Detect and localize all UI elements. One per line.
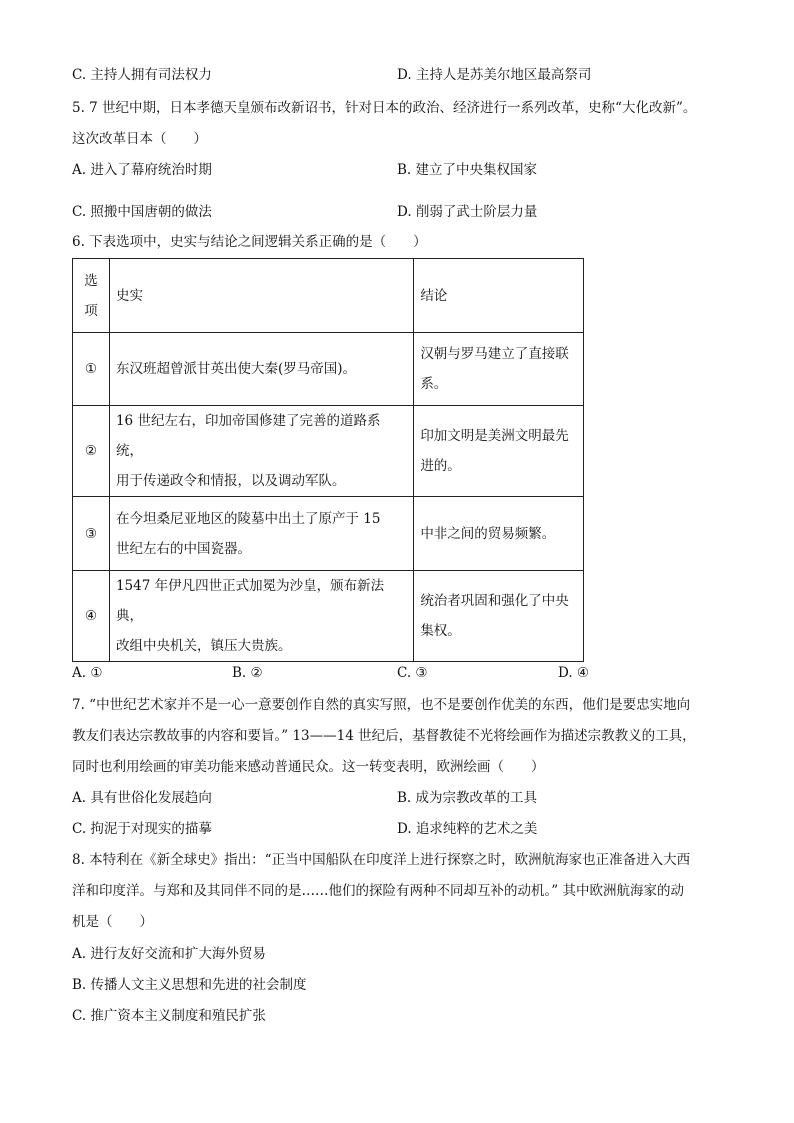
row-fact — [109, 571, 413, 662]
table-row — [73, 497, 584, 571]
header-fact: 史实 — [109, 259, 413, 333]
header-option-line1: 选 — [84, 272, 98, 289]
q5-option-d: D. 削弱了武士阶层力量 — [397, 204, 538, 220]
row-fact-line1: 16 世纪左右，印加帝国修建了完善的道路系统， — [115, 413, 381, 459]
row-fact-line1: 1547 年伊凡四世正式加冕为沙皇，颁布新法典， — [115, 578, 385, 624]
q8-stem-line3: 机是（ ） — [72, 914, 153, 930]
row-conclusion-line1: 中非之间的贸易频繁。 — [420, 525, 556, 542]
q8-option-c: C. 推广资本主义制度和殖民扩张 — [72, 1008, 266, 1024]
row-option: ④ — [73, 571, 110, 662]
header-conclusion: 结论 — [414, 259, 584, 333]
row-conclusion-line1: 汉朝与罗马建立了直接联 — [420, 346, 569, 362]
row-conclusion-line2: 集权。 — [420, 623, 461, 639]
q5-stem-line2: 这次改革日本（ ） — [72, 131, 207, 147]
q7-stem-line2: 教友们表达宗教故事的内容和要旨。” 13——14 世纪后，基督教徒不光将绘画作为描述宗教教义的工具， — [72, 728, 696, 744]
q5-stem-line1: 5. 7 世纪中期，日本孝德天皇颁布改新诏书，针对日本的政治、经济进行一系列改革，史称“大化改新”。 — [72, 100, 697, 116]
row-fact-line1: 在今坦桑尼亚地区的陵墓中出土了原产于 15 — [115, 510, 381, 527]
q8-option-b: B. 传播人文主义思想和先进的社会制度 — [72, 977, 307, 993]
row-fact — [109, 406, 413, 497]
row-fact-line2: 改组中央机关，镇压大贵族。 — [115, 638, 292, 654]
q5-option-c: C. 照搬中国唐朝的做法 — [72, 204, 212, 220]
q7-option-a: A. 具有世俗化发展趋向 — [72, 790, 212, 806]
row-conclusion — [414, 571, 584, 662]
q6-stem: 6. 下表选项中，史实与结论之间逻辑关系正确的是（ ） — [72, 234, 427, 250]
header-option-line2: 项 — [84, 302, 98, 319]
q7-option-d: D. 追求纯粹的艺术之美 — [397, 821, 538, 837]
q6-answer-a: A. ① — [72, 665, 103, 681]
row-fact — [109, 497, 413, 571]
row-conclusion — [414, 406, 584, 497]
row-option: ① — [73, 333, 110, 406]
q5-option-b: B. 建立了中央集权国家 — [397, 162, 538, 178]
q6-answer-c: C. ③ — [397, 665, 428, 681]
row-conclusion — [414, 497, 584, 571]
q6-answer-b: B. ② — [232, 665, 263, 681]
q8-stem-line2: 洋和印度洋。与郑和及其同伴不同的是……他们的探险有两种不同却互补的动机。” 其中欧洲航海家的动 — [72, 883, 684, 899]
row-conclusion — [414, 333, 584, 406]
q8-option-a: A. 进行友好交流和扩大海外贸易 — [72, 946, 266, 962]
row-conclusion-line1: 统治者巩固和强化了中央 — [420, 593, 569, 609]
table-header-row — [73, 259, 584, 333]
row-fact-line2: 世纪左右的中国瓷器。 — [115, 540, 251, 557]
row-conclusion-line2: 进的。 — [420, 458, 461, 474]
q8-stem-line1: 8. 本特利在《新全球史》指出：“正当中国船队在印度洋上进行探察之时，欧洲航海家也正准备进入大西 — [72, 852, 691, 868]
header-option — [73, 259, 110, 333]
table-row — [73, 571, 584, 662]
q7-option-b: B. 成为宗教改革的工具 — [397, 790, 538, 806]
q7-stem-line3: 同时也利用绘画的审美功能来感动普通民众。这一转变表明，欧洲绘画（ ） — [72, 759, 545, 775]
q5-option-a: A. 进入了幕府统治时期 — [72, 162, 212, 178]
q6-answer-d: D. ④ — [558, 665, 590, 681]
row-conclusion-line2: 系。 — [420, 376, 448, 392]
row-conclusion-line1: 印加文明是美洲文明最先 — [420, 428, 569, 444]
row-fact-line1: 东汉班超曾派甘英出使大秦(罗马帝国)。 — [115, 361, 357, 377]
q6-table — [72, 258, 584, 662]
q7-option-c: C. 拘泥于对现实的描摹 — [72, 821, 212, 837]
row-option: ③ — [73, 497, 110, 571]
q4-option-d: D. 主持人是苏美尔地区最高祭司 — [397, 67, 592, 83]
q7-stem-line1: 7. “中世纪艺术家并不是一心一意要创作自然的真实写照，也不是要创作优美的东西，他们是要忠实地向 — [72, 697, 691, 713]
q4-option-c: C. 主持人拥有司法权力 — [72, 67, 212, 83]
row-option: ② — [73, 406, 110, 497]
row-fact — [109, 333, 413, 406]
table-row — [73, 333, 584, 406]
row-fact-line2: 用于传递政令和情报，以及调动军队。 — [115, 473, 346, 489]
table-row — [73, 406, 584, 497]
